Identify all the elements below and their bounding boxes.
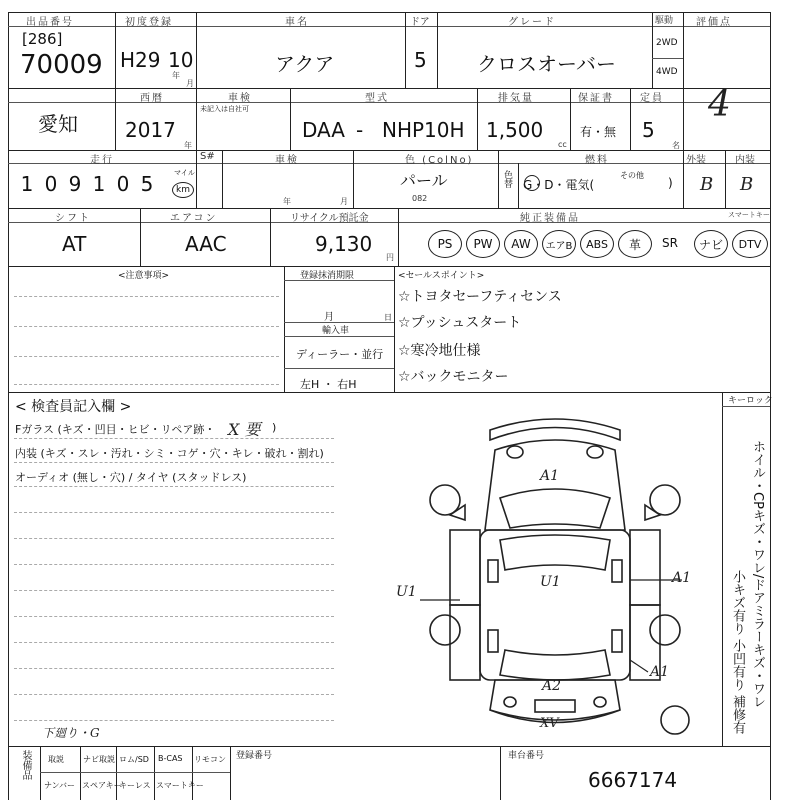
drive-label: 駆動 [655,16,674,26]
lot-no-label: 出品番号 [26,17,74,28]
deadline-month: 月 [324,312,334,323]
warranty-label: 保証書 [578,93,614,104]
color-number: 082 [412,194,428,203]
interior-grade: B [740,174,754,195]
fuel-label: 燃料 [585,155,609,166]
displacement-unit: cc [558,140,567,149]
recycle-unit: 円 [386,253,394,262]
door-count: 5 [414,48,427,72]
equip-leather: 革 [618,230,652,258]
mileage-digit: 5 [140,172,154,196]
evaluation-score: 4 [708,84,731,125]
selling-point: ☆バックモニター [398,369,509,385]
footer-item: ナビ取説 [83,755,115,764]
equipment-label: 純正装備品 [520,213,580,224]
car-name: アクア [275,52,335,76]
damage-mark-trunk: A2 [542,678,562,694]
damage-mark-rear-bumper: XV [540,716,559,731]
mileage-digit: 1 [20,172,34,196]
color-label: 色 (ColNo) [405,155,474,166]
windshield-close: ) [272,421,277,434]
damage-mark-hood: A1 [540,468,560,484]
lot-number: 70009 [20,50,103,80]
damage-mark-left-door: U1 [396,584,417,600]
footer-item: キーレス [119,781,151,790]
exterior-grade: B [700,174,714,195]
footer-item: スペアキー [82,781,122,790]
year: 2017 [125,118,176,142]
model-prefix: DAA [302,118,345,142]
selling-point: ☆寒冷地仕様 [398,343,481,359]
shift: AT [62,232,87,256]
equip-dtv: DTV [732,230,768,258]
capacity-unit: 名 [672,141,680,150]
grade: クロスオーバー [477,52,616,76]
inspection-label: 車検 [228,93,252,104]
chassis-number: 6667174 [588,768,678,792]
inspection-month-unit: 月 [340,197,348,206]
wheel-mirror-legend: ホイル・CPキズ・ワレ/ドアミラーキズ・ワレ [750,440,765,709]
mileage-unit-km: km [172,182,194,198]
s-number-label: S# [200,151,215,162]
capacity-label: 定員 [640,93,664,104]
undercarriage-note: 下廻り・G [42,726,100,740]
car-name-label: 車名 [285,17,309,28]
mileage-digit: 0 [44,172,58,196]
damage-mark-right-door: A1 [672,570,692,586]
equip-navi: ナビ [694,230,728,258]
fuel-g-circle [524,175,540,191]
selling-point: ☆トヨタセーフティセンス [398,289,562,305]
equip-airbag: エアB [542,230,576,258]
equip-pw: PW [466,230,500,258]
equip-sr: SR [662,236,678,250]
import-label: 輸入車 [322,326,350,336]
footer-item: ナンバー [44,781,76,790]
fuel-type: G・D・電気( [523,178,595,192]
interior-label: 内装 [735,155,755,166]
equip-abs: ABS [580,230,614,258]
equip-ps: PS [428,230,462,258]
model-label: 型式 [365,93,389,104]
equip-aw: AW [504,230,538,258]
mileage-label: 走行 [90,155,114,166]
region: 愛知 [38,112,78,136]
first-reg-era-year: H29 [120,48,161,72]
inspector-line-audio: オーディオ (無し・穴) / タイヤ (スタッドレス) [15,471,247,484]
deadline-day: 日 [384,313,392,322]
windshield-mark: X 要 [228,420,261,439]
capacity: 5 [642,118,655,142]
year-label: 西暦 [140,93,164,104]
displacement-label: 排気量 [498,93,534,104]
caution-label: <注意事項> [118,271,170,281]
fuel-close: ) [668,176,673,190]
inspector-title: < 検査員記入欄 > [15,399,132,415]
model-dash: - [356,118,364,142]
footer-item: B-CAS [158,754,183,763]
mileage-digit: 0 [116,172,130,196]
footer-item: リモコン [194,755,226,764]
footer-item: スマートキー [156,781,204,790]
inspector-line-interior: 内装 (キズ・スレ・汚れ・シミ・コゲ・穴・キレ・破れ・割れ) [15,447,324,460]
scratch-dent-legend: 小キズ有り 小凹有り 補修有 [730,570,745,735]
shift-label: シフト [55,213,91,224]
mileage-unit-mile: マイル [174,169,195,177]
color: パール [400,171,448,190]
smart-key-label: スマートキー [728,211,770,219]
recycle-fee: 9,130 [315,232,373,256]
auction-code: [286] [22,30,63,48]
steering-side: 左H ・ 右H [300,378,357,391]
selling-point: ☆プッシュスタート [398,315,522,331]
aircon: AAC [185,232,227,256]
mileage-digits [15,172,159,196]
selling-points-label: <セールスポイント> [398,271,485,281]
inspection-year-unit: 年 [283,197,291,206]
chassis-number-label: 車台番号 [508,751,545,761]
inspection-note: 未記入は自社可 [200,105,249,113]
color-change-label: 色替 [502,170,512,188]
deadline-label: 登録抹消期限 [300,271,355,281]
displacement: 1,500 [486,118,544,142]
mileage-digit: 1 [92,172,106,196]
drive-4wd: 4WD [656,67,678,77]
recycle-label: リサイクル預託金 [290,213,369,224]
mileage-digit: 9 [68,172,82,196]
aircon-label: エアコン [170,213,218,224]
inspector-line-windshield: Fガラス (キズ・凹目・ヒビ・リペア跡・ [15,423,216,436]
registration-number-label: 登録番号 [236,751,273,761]
door-label: ドア [410,17,430,28]
month-unit: 月 [186,79,194,88]
exterior-label: 外装 [686,155,706,166]
drive-2wd: 2WD [656,38,678,48]
footer-item: 取説 [48,755,64,764]
import-type: ディーラー・並行 [296,348,384,361]
warranty: 有・無 [580,125,617,139]
year-unit: 年 [172,71,180,80]
first-reg-label: 初度登録 [125,17,173,28]
footer-equipment-label: 装備品 [20,750,31,780]
first-reg-month: 10 [168,48,194,72]
damage-mark-roof: U1 [540,574,561,590]
damage-mark-rear-right: A1 [650,664,670,680]
grade-label: グレード [508,17,556,28]
footer-item: ロム/SD [119,755,149,764]
inspection-label-2: 車検 [275,155,299,166]
key-lock-label: キーロック [728,396,773,406]
fuel-other: その他 [620,171,644,180]
year-unit-2: 年 [184,141,192,150]
score-label: 評価点 [696,17,732,28]
model-code: NHP10H [382,118,465,142]
